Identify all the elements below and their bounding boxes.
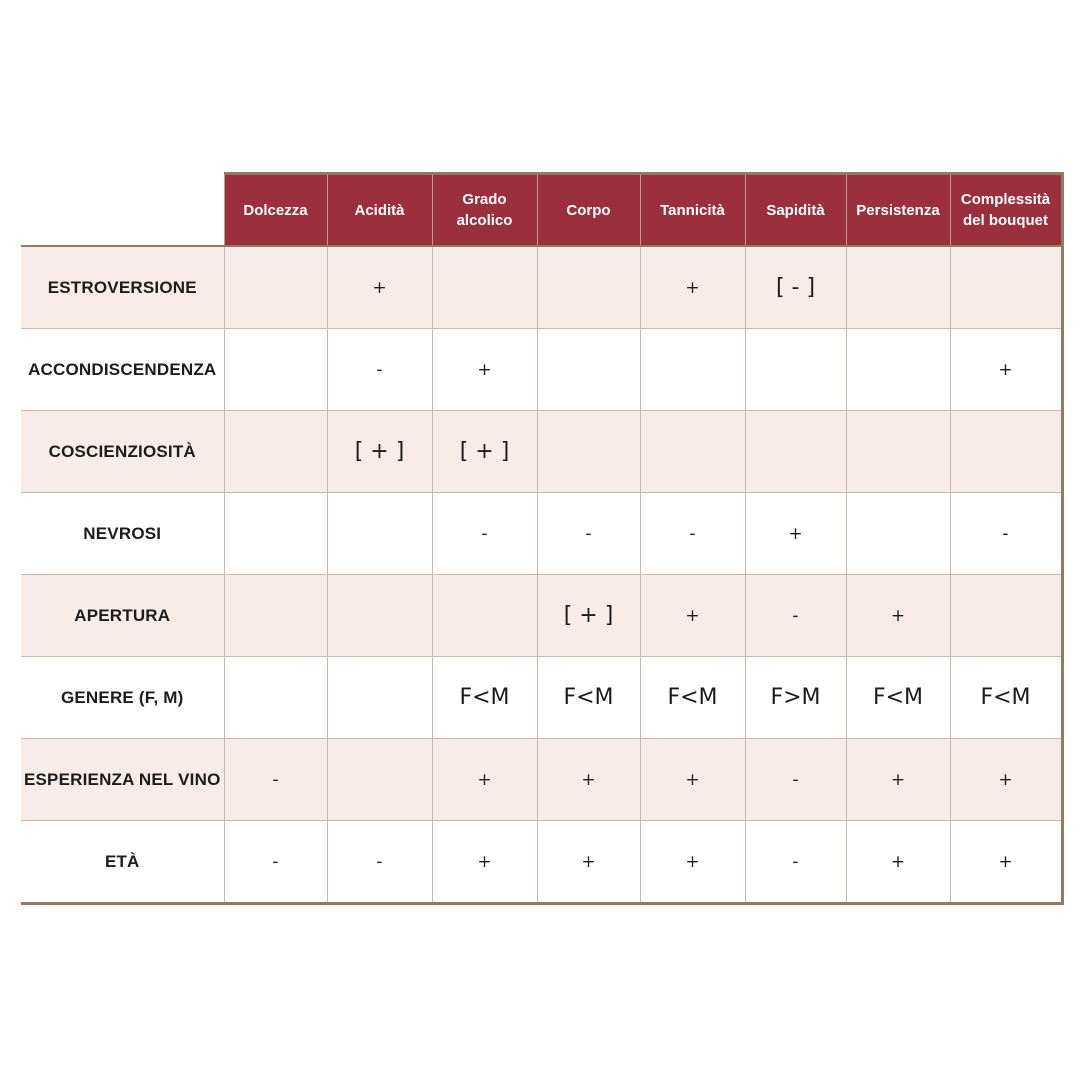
table-cell: + xyxy=(640,739,745,821)
table-cell xyxy=(224,493,327,575)
correlation-table xyxy=(21,172,1064,905)
table-cell xyxy=(224,411,327,493)
table-cell: [ + ] xyxy=(327,411,432,493)
table-cell: + xyxy=(640,821,745,904)
table-cell xyxy=(640,411,745,493)
table-cell xyxy=(846,493,950,575)
table-cell: + xyxy=(950,821,1062,904)
table-cell: - xyxy=(327,329,432,411)
table-row xyxy=(21,493,1062,575)
table-cell xyxy=(950,575,1062,657)
table-cell: - xyxy=(432,493,537,575)
table-cell: - xyxy=(745,821,846,904)
table-cell: + xyxy=(432,821,537,904)
table-cell xyxy=(224,575,327,657)
table-cell xyxy=(950,411,1062,493)
table-cell: + xyxy=(846,739,950,821)
table-cell xyxy=(327,493,432,575)
table-cell: F<M xyxy=(432,657,537,739)
correlation-table-container xyxy=(21,172,1062,905)
column-header-grado-alcolico: Grado alcolico xyxy=(432,174,537,247)
table-cell: + xyxy=(950,329,1062,411)
table-cell: [ + ] xyxy=(537,575,640,657)
table-cell: + xyxy=(640,575,745,657)
table-row xyxy=(21,575,1062,657)
table-cell xyxy=(224,246,327,329)
row-label: NEVROSI xyxy=(21,493,224,575)
table-cell: - xyxy=(745,739,846,821)
table-cell xyxy=(950,246,1062,329)
header-row xyxy=(21,174,1062,247)
table-cell: F<M xyxy=(846,657,950,739)
column-header-tannicita: Tannicità xyxy=(640,174,745,247)
table-cell xyxy=(745,329,846,411)
row-label: APERTURA xyxy=(21,575,224,657)
table-cell: + xyxy=(432,329,537,411)
table-cell: - xyxy=(327,821,432,904)
table-cell xyxy=(537,411,640,493)
column-header-sapidita: Sapidità xyxy=(745,174,846,247)
table-cell xyxy=(846,246,950,329)
table-cell xyxy=(327,657,432,739)
table-cell xyxy=(224,329,327,411)
table-cell xyxy=(327,575,432,657)
table-cell xyxy=(224,657,327,739)
row-label: COSCIENZIOSITÀ xyxy=(21,411,224,493)
header-corner xyxy=(21,174,224,247)
table-cell: + xyxy=(537,739,640,821)
table-cell: + xyxy=(327,246,432,329)
column-header-persistenza: Persistenza xyxy=(846,174,950,247)
table-cell: + xyxy=(537,821,640,904)
table-cell xyxy=(745,411,846,493)
table-cell: - xyxy=(224,821,327,904)
table-cell: [ - ] xyxy=(745,246,846,329)
table-cell: + xyxy=(745,493,846,575)
table-cell xyxy=(432,246,537,329)
table-cell xyxy=(846,329,950,411)
table-cell: + xyxy=(846,821,950,904)
table-cell: F>M xyxy=(745,657,846,739)
row-label: ETÀ xyxy=(21,821,224,904)
table-cell: + xyxy=(432,739,537,821)
table-cell: [ + ] xyxy=(432,411,537,493)
column-header-corpo: Corpo xyxy=(537,174,640,247)
column-header-acidita: Acidità xyxy=(327,174,432,247)
table-cell: F<M xyxy=(537,657,640,739)
table-row xyxy=(21,657,1062,739)
table-cell: F<M xyxy=(640,657,745,739)
row-label: ESTROVERSIONE xyxy=(21,246,224,329)
row-label: GENERE (F, M) xyxy=(21,657,224,739)
column-header-dolcezza: Dolcezza xyxy=(224,174,327,247)
table-cell: - xyxy=(640,493,745,575)
table-row xyxy=(21,739,1062,821)
column-header-complessita-bouquet: Complessità del bouquet xyxy=(950,174,1062,247)
table-cell: - xyxy=(745,575,846,657)
table-cell xyxy=(846,411,950,493)
table-cell xyxy=(537,329,640,411)
table-cell: + xyxy=(640,246,745,329)
table-row xyxy=(21,411,1062,493)
table-cell: + xyxy=(846,575,950,657)
table-row xyxy=(21,246,1062,329)
table-cell xyxy=(327,739,432,821)
table-cell xyxy=(640,329,745,411)
table-cell: - xyxy=(537,493,640,575)
table-cell xyxy=(432,575,537,657)
row-label: ESPERIENZA NEL VINO xyxy=(21,739,224,821)
table-row xyxy=(21,329,1062,411)
table-cell: - xyxy=(224,739,327,821)
table-cell: + xyxy=(950,739,1062,821)
row-label: ACCONDISCENDENZA xyxy=(21,329,224,411)
table-row xyxy=(21,821,1062,904)
table-cell: F<M xyxy=(950,657,1062,739)
table-cell xyxy=(537,246,640,329)
table-body xyxy=(21,246,1062,904)
table-cell: - xyxy=(950,493,1062,575)
